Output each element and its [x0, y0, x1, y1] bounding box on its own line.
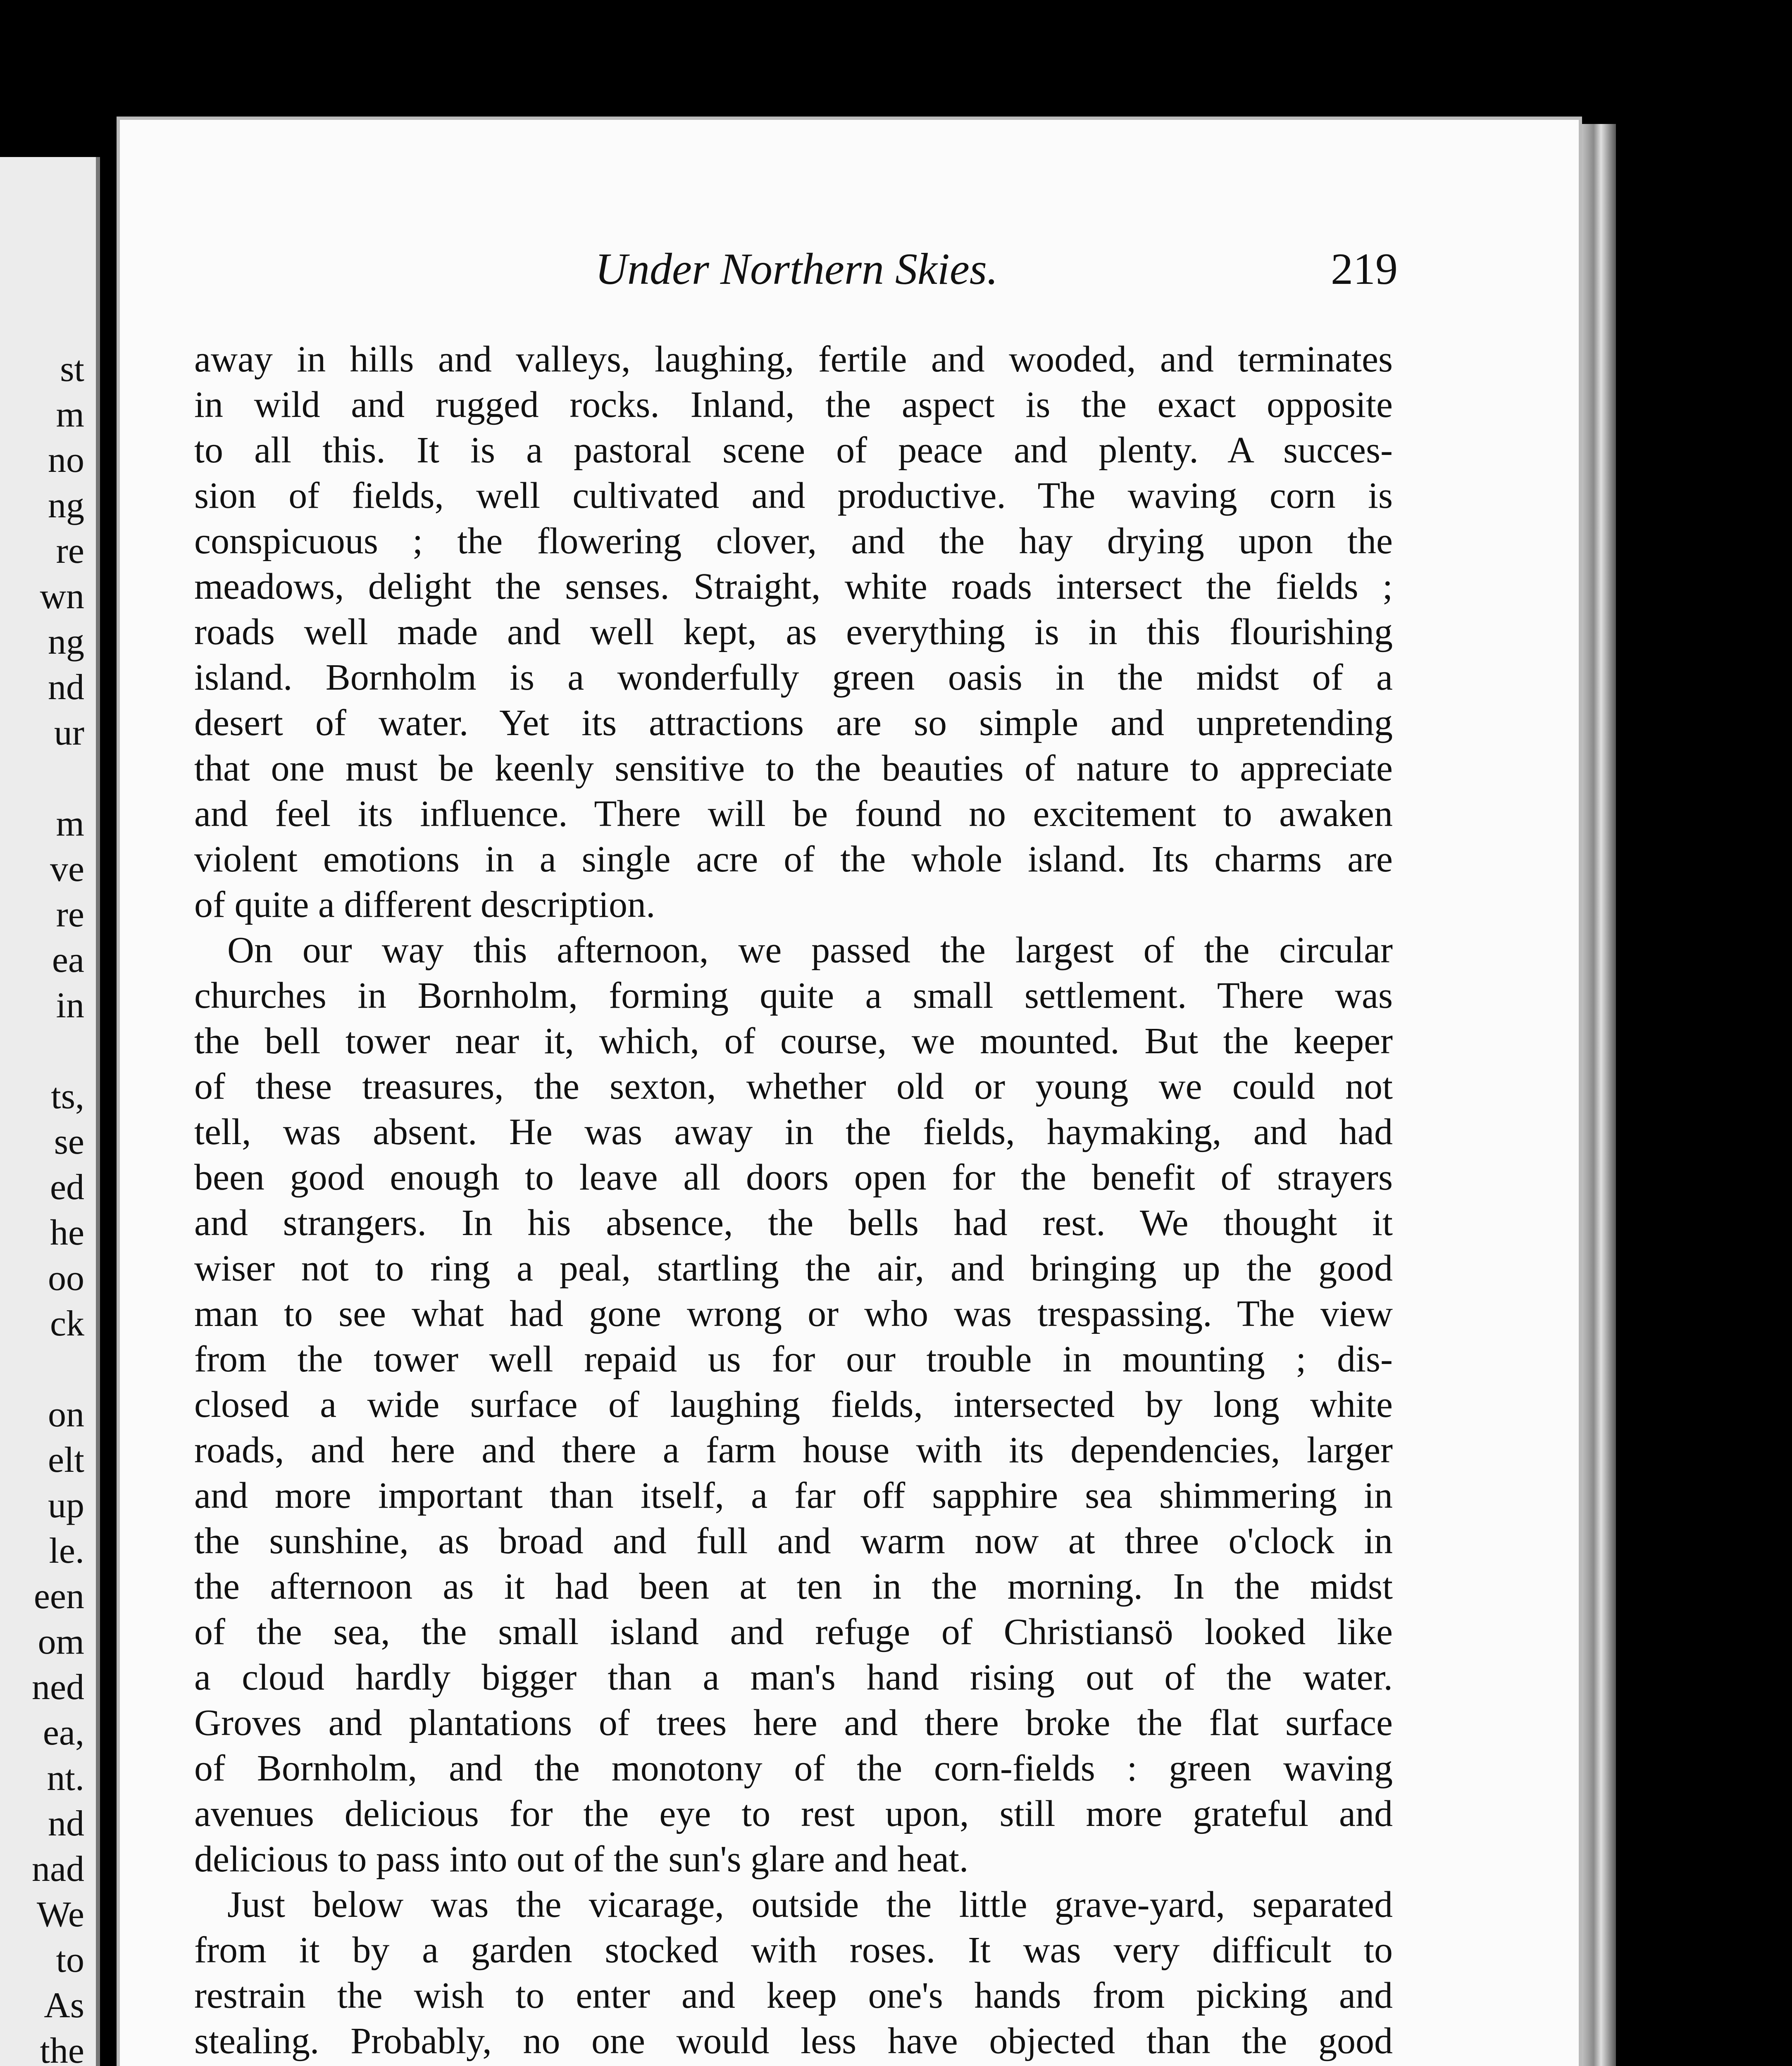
text-line: conspicuous ; the flowering clover, and the hay drying upon the	[194, 521, 1393, 562]
left-page-fragment: re	[56, 895, 84, 935]
left-page-fragment: m	[56, 804, 84, 844]
left-page-fragment: on	[48, 1395, 84, 1435]
text-line: delicious to pass into out of the sun's glare and heat.	[194, 1839, 969, 1880]
text-line: stealing. Probably, no one would less have objected than the good	[194, 2021, 1393, 2061]
text-line: man to see what had gone wrong or who was trespassing. The view	[194, 1293, 1393, 1334]
text-line: in wild and rugged rocks. Inland, the aspect is the exact opposite	[194, 384, 1393, 425]
left-page-fragment: ng	[48, 622, 84, 662]
left-page-fragment: ts,	[51, 1076, 84, 1116]
text-line: and feel its influence. There will be found no excitement to awaken	[194, 793, 1393, 834]
text-line: tell, was absent. He was away in the fields, haymaking, and had	[194, 1112, 1393, 1152]
left-page-fragment: wn	[40, 576, 84, 616]
left-page-fragment: om	[38, 1622, 84, 1662]
text-line: a cloud hardly bigger than a man's hand rising out of the water.	[194, 1657, 1393, 1698]
text-line: of quite a different description.	[194, 884, 655, 925]
text-line: from the tower well repaid us for our trouble in mounting ; dis-	[194, 1339, 1393, 1380]
left-page-fragment: se	[54, 1122, 84, 1162]
text-line: churches in Bornholm, forming quite a small settlement. There was	[194, 975, 1393, 1016]
left-page-fragment: the	[40, 2031, 84, 2066]
book-page	[120, 120, 1579, 2066]
text-line: Just below was the vicarage, outside the little grave-yard, separated	[227, 1884, 1393, 1925]
left-page-fragment: ea	[52, 940, 84, 980]
text-line: the bell tower near it, which, of course, we mounted. But the keeper	[194, 1021, 1393, 1062]
left-page-fragment: no	[48, 440, 84, 480]
text-line	[194, 2064, 1393, 2066]
text-line: island. Bornholm is a wonderfully green oasis in the midst of a	[194, 657, 1393, 698]
left-page-fragment: ea,	[43, 1713, 84, 1753]
previous-page-edge	[0, 157, 100, 2066]
text-line: avenues delicious for the eye to rest upon, still more grateful and	[194, 1793, 1393, 1834]
text-line: sion of fields, well cultivated and productive. The waving corn is	[194, 475, 1393, 516]
text-line: been good enough to leave all doors open for the benefit of strayers	[194, 1157, 1393, 1198]
text-line: roads well made and well kept, as everything is in this flourishing	[194, 612, 1393, 652]
left-page-fragment: As	[44, 1985, 84, 2026]
text-line: of these treasures, the sexton, whether old or young we could not	[194, 1066, 1393, 1107]
left-page-fragment: nad	[31, 1849, 84, 1889]
running-title: Under Northern Skies.	[595, 245, 998, 294]
left-page-fragment: up	[48, 1485, 84, 1526]
left-page-fragment: nt.	[47, 1758, 84, 1798]
left-page-fragment: oo	[48, 1258, 84, 1298]
left-page-fragment: he	[50, 1213, 84, 1253]
text-line: the afternoon as it had been at ten in the morning. In the midst	[194, 1566, 1393, 1607]
left-page-fragment: re	[56, 531, 84, 571]
text-line: meadows, delight the senses. Straight, white roads intersect the fields ;	[194, 566, 1393, 607]
text-line: Groves and plantations of trees here and there broke the flat surface	[194, 1702, 1393, 1743]
left-page-fragment: in	[56, 985, 84, 1026]
text-line: violent emotions in a single acre of the whole island. Its charms are	[194, 839, 1393, 880]
text-line: the sunshine, as broad and full and warm now at three o'clock in	[194, 1521, 1393, 1561]
text-line: desert of water. Yet its attractions are so simple and unpretending	[194, 702, 1393, 743]
left-page-fragment: m	[56, 395, 84, 435]
text-line: and strangers. In his absence, the bells had rest. We thought it	[194, 1202, 1393, 1243]
page-stack-edge	[1579, 124, 1616, 2066]
left-page-fragment: ed	[50, 1167, 84, 1207]
left-page-fragment: ng	[48, 486, 84, 526]
text-line: that one must be keenly sensitive to the beauties of nature to appreciate	[194, 748, 1393, 789]
text-line: away in hills and valleys, laughing, fertile and wooded, and terminates	[194, 339, 1393, 380]
left-page-fragment: st	[60, 349, 84, 389]
left-page-fragment: ve	[50, 849, 84, 889]
text-line: closed a wide surface of laughing fields, intersected by long white	[194, 1384, 1393, 1425]
left-page-fragment: een	[33, 1576, 84, 1616]
left-page-fragment: ned	[31, 1667, 84, 1707]
text-line: and more important than itself, a far off sapphire sea shimmering in	[194, 1475, 1393, 1516]
left-page-fragment: nd	[48, 667, 84, 707]
left-page-fragment: nd	[48, 1804, 84, 1844]
page-number: 219	[1331, 245, 1398, 294]
left-page-fragment: le.	[49, 1531, 84, 1571]
text-line: of the sea, the small island and refuge of Christiansö looked like	[194, 1611, 1393, 1652]
text-line: roads, and here and there a farm house with its dependencies, larger	[194, 1430, 1393, 1471]
body-text	[194, 337, 1393, 2066]
text-line: of Bornholm, and the monotony of the corn-fields : green waving	[194, 1748, 1393, 1789]
left-page-fragment: ck	[50, 1304, 84, 1344]
left-page-fragment: ur	[54, 713, 84, 753]
text-line: restrain the wish to enter and keep one's hands from picking and	[194, 1975, 1393, 2016]
text-line: to all this. It is a pastoral scene of peace and plenty. A succes-	[194, 430, 1393, 471]
text-line: from it by a garden stocked with roses. It was very difficult to	[194, 1930, 1393, 1971]
left-page-fragment: We	[36, 1895, 84, 1935]
text-line: On our way this afternoon, we passed the largest of the circular	[227, 930, 1393, 971]
text-line: wiser not to ring a peal, startling the air, and bringing up the good	[194, 1248, 1393, 1289]
left-page-fragment: to	[56, 1940, 84, 1980]
left-page-fragment: elt	[48, 1440, 84, 1480]
